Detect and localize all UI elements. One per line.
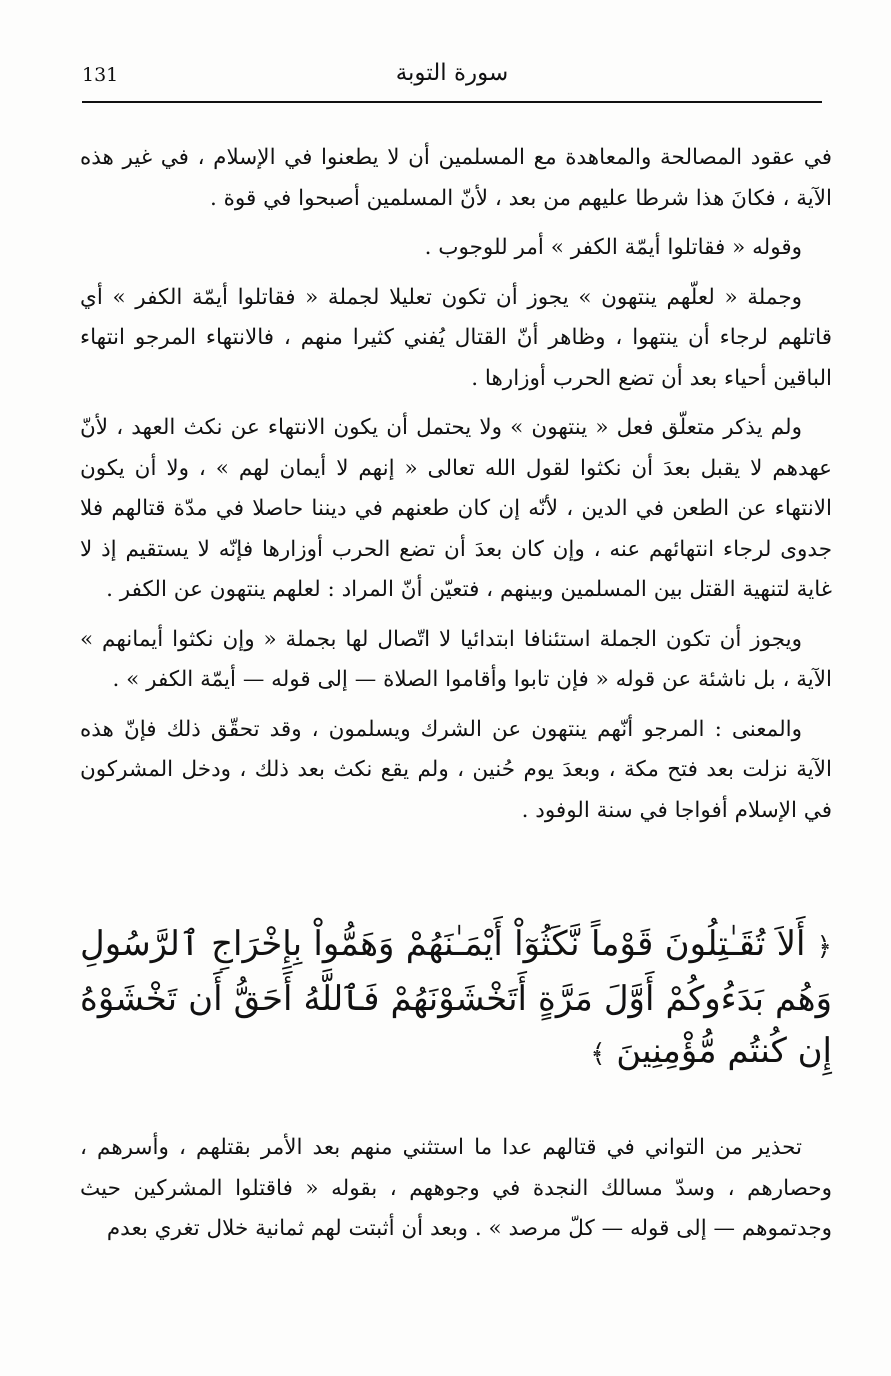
page-header xyxy=(82,58,822,98)
commentary-text xyxy=(80,138,832,840)
paragraph-1: في عقود المصالحة والمعاهدة مع المسلمين أن لا يطعنوا في الإسلام ، في غير هذه الآية ، فكانَ هذا شرطا عليهم من بعد ، لأنّ المسلمين أصبحوا في قوة . xyxy=(80,145,832,211)
commentary-continuation xyxy=(80,1128,832,1250)
quran-verse xyxy=(80,918,832,1080)
verse-text: أَلاَ تُقَـٰتِلُونَ قَوْماً نَّكَثُوٓاْ أَيْمَـٰنَهُمْ وَهَمُّواْ بِإِخْرَاجِ ٱلرَّسُولِ وَهُم بَدَءُوكُمْ أَوَّلَ مَرَّةٍ أَتَخْشَوْنَهُمْ فَٱللَّهُ أَحَقُّ أَن تَخْشَوْهُ إِن كُنتُم مُّؤْمِنِينَ xyxy=(80,924,832,1071)
running-title: سورة التوبة xyxy=(395,60,509,86)
verse-close-bracket: ﴾ xyxy=(590,1039,606,1069)
paragraph-6: والمعنى : المرجو أنّهم ينتهون عن الشرك ويسلمون ، وقد تحقّق ذلك فإنّ هذه الآية نزلت بعد فتح مكة ، وبعدَ يوم حُنين ، ولم يقع نكث بعد ذلك ، ودخل المشركون في الإسلام أفواجا في سنة الوفود . xyxy=(80,716,832,823)
paragraph-7: تحذير من التواني في قتالهم عدا ما استثني منهم بعد الأمر بقتلهم ، وأسرهم ، وحصارهم ، وسدّ مسالك النجدة في وجوههم ، بقوله « فاقتلوا المشركين حيث وجدتموهم — إلى قوله — كلّ مرصد » . وبعد أن أثبتت لهم ثمانية خلال تغري بعدم xyxy=(80,1135,832,1241)
paragraph-5: ويجوز أن تكون الجملة استئنافا ابتدائيا لا اتّصال لها بجملة « وإن نكثوا أيمانهم » الآية ، بل ناشئة عن قوله « فإن تابوا وأقاموا الصلاة — إلى قوله — أيمّة الكفر » . xyxy=(80,626,832,692)
paragraph-4: ولم يذكر متعلّق فعل « ينتهون » ولا يحتمل أن يكون الانتهاء عن نكث العهد ، لأنّ عهدهم لا يقبل بعدَ أن نكثوا لقول الله تعالى « إنهم لا أيمان لهم » ، ولا أن يكون الانتهاء عن الطعن في الدين ، لأنّه إن كان طعنهم في ديننا حاصلا في مدّة قتالهم فلا جدوى لرجاء انتهائهم عنه ، وإن كان بعدَ أن تضع الحرب أوزارها فإنّه لا يستقيم إذ لا غاية لتنهية القتل بين المسلمين وبينهم ، فتعيّن أنّ المراد : لعلهم ينتهون عن الكفر . xyxy=(80,415,832,602)
page-number: 131 xyxy=(82,64,119,86)
paragraph-2: وقوله « فقاتلوا أيمّة الكفر » أمر للوجوب . xyxy=(424,235,802,260)
paragraph-3: وجملة « لعلّهم ينتهون » يجوز أن تكون تعليلا لجملة « فقاتلوا أيمّة الكفر » أي قاتلهم لرجاء أن ينتهوا ، وظاهر أنّ القتال يُفني كثيرا منهم ، فالانتهاء المرجو انتهاء الباقين أحياء بعد أن تضع الحرب أوزارها . xyxy=(80,284,832,391)
header-rule xyxy=(82,101,822,103)
verse-open-bracket: ﴿ xyxy=(816,932,832,962)
